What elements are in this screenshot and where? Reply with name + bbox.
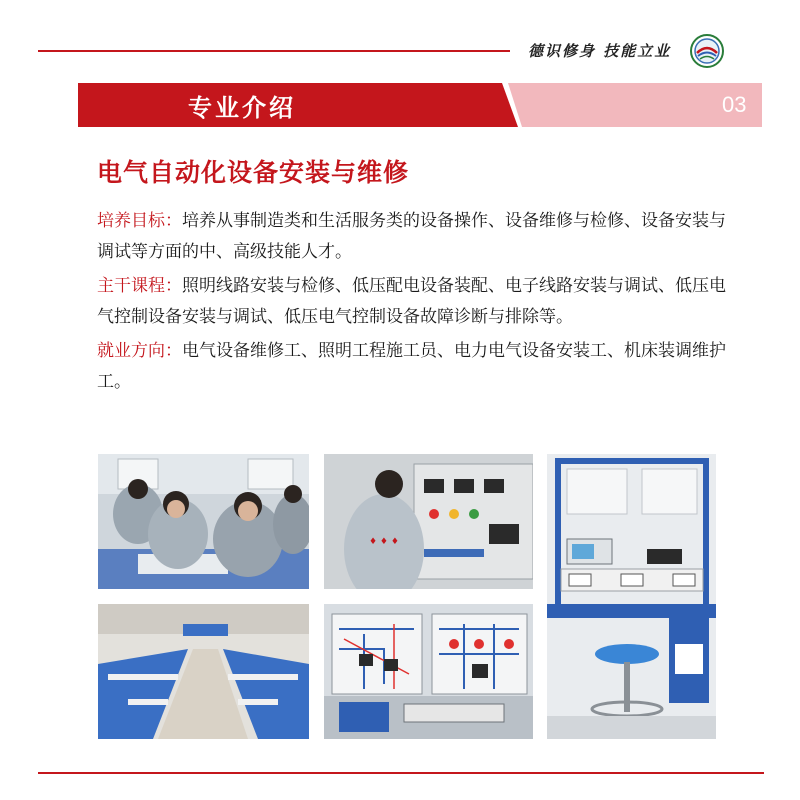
training-goal-label: 培养目标：: [97, 211, 182, 231]
major-description: [97, 206, 737, 401]
section-banner: [78, 83, 762, 127]
photo-wiring-icon: [324, 604, 533, 739]
core-courses-label: 主干课程：: [97, 276, 182, 296]
svg-text:♦ ♦ ♦: ♦ ♦ ♦: [369, 537, 399, 547]
core-courses-text: 照明线路安装与检修、低压配电设备装配、电子线路安装与调试、低压电气控制设备安装与调试、低压电气控制设备故障诊断与排除等。: [97, 276, 726, 327]
training-goal-paragraph: [97, 206, 737, 268]
top-rule: [38, 50, 510, 52]
section-title: 专业介绍: [188, 94, 296, 122]
career-text: 电气设备维修工、照明工程施工员、电力电气设备安装工、机床装调维护工。: [97, 341, 726, 392]
training-goal-text: 培养从事制造类和生活服务类的设备操作、设备维修与检修、设备安装与调试等方面的中、高级技能人才。: [97, 211, 726, 262]
bottom-rule: [38, 772, 764, 774]
core-courses-paragraph: [97, 271, 737, 333]
photo-workstation-icon: [547, 454, 716, 739]
photo-control-panel-icon: [324, 454, 533, 589]
page-number: 03: [722, 92, 747, 117]
photo-students-icon: [98, 454, 309, 589]
school-emblem-icon: [690, 34, 724, 68]
school-motto: 德识修身 技能立业: [528, 42, 672, 60]
career-label: 就业方向：: [97, 341, 182, 361]
photo-lab-room-icon: [98, 604, 309, 739]
career-paragraph: [97, 336, 737, 398]
major-title: 电气自动化设备安装与维修: [97, 158, 410, 187]
